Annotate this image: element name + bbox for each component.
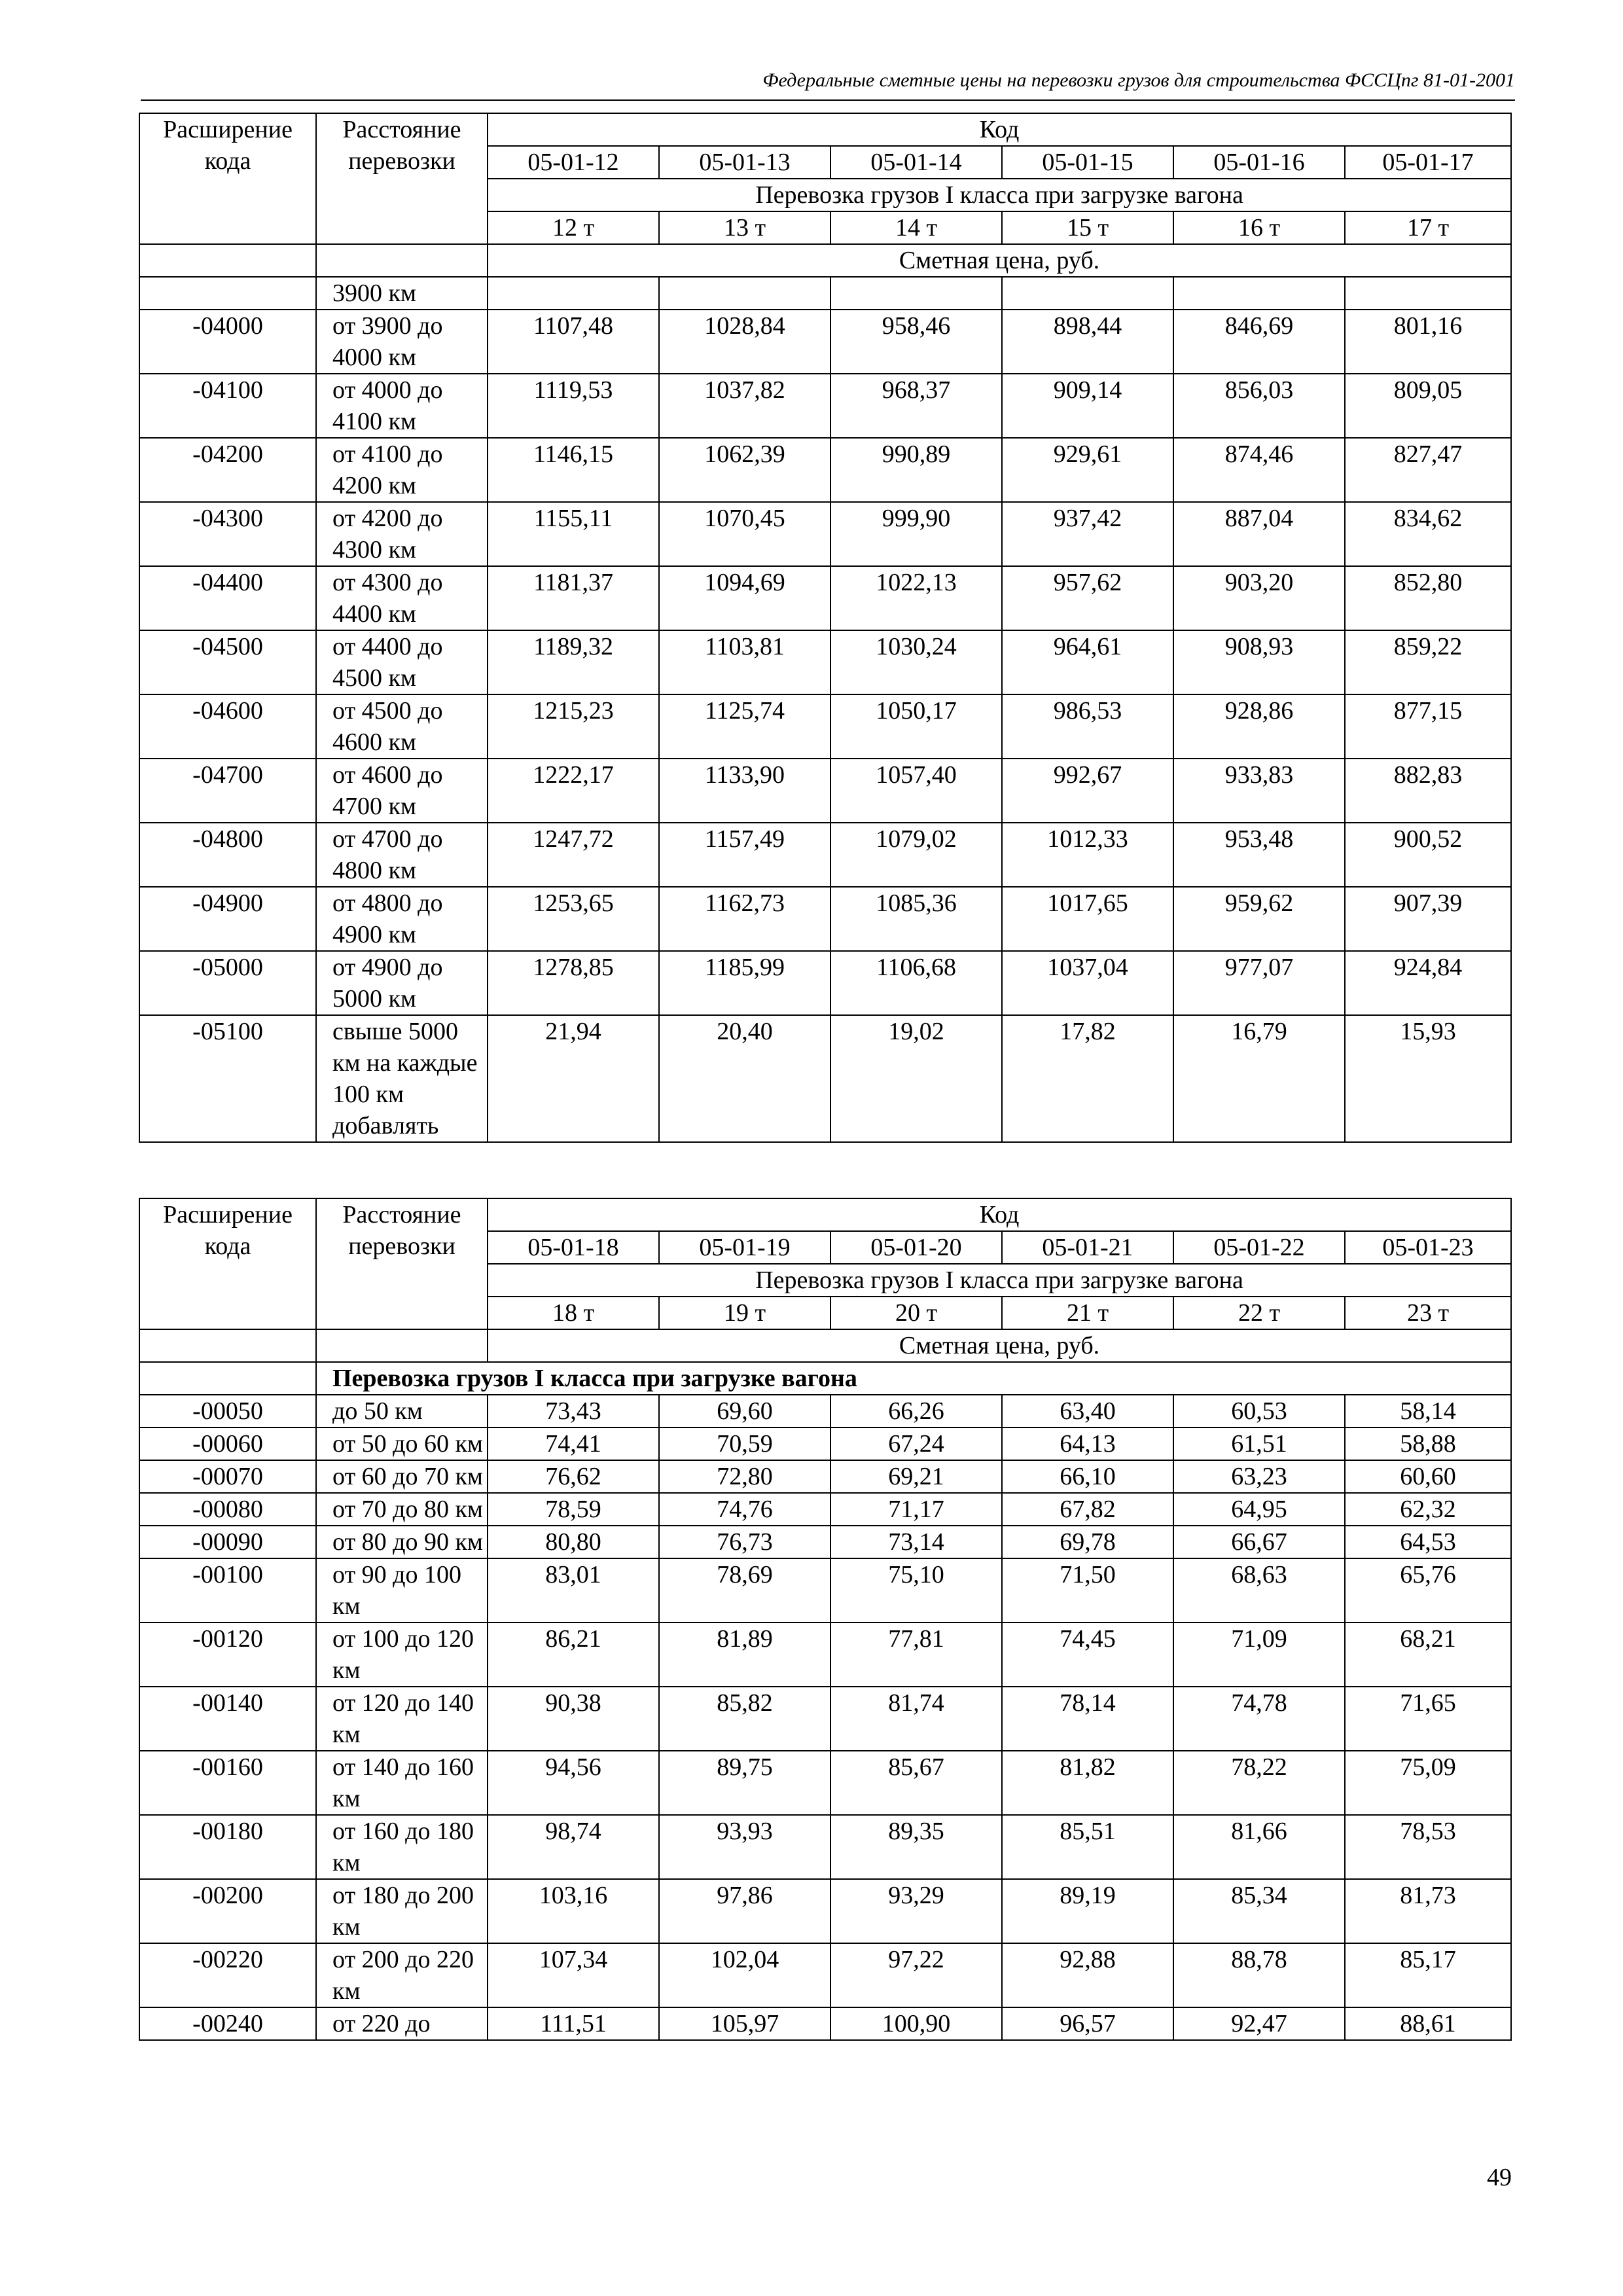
cargo-class-header: Перевозка грузов I класса при загрузке вагона	[488, 179, 1511, 211]
price-cell: 76,62	[488, 1460, 659, 1493]
price-cell: 68,63	[1173, 1558, 1345, 1623]
price-cell: 801,16	[1345, 310, 1511, 374]
table-row	[139, 1879, 1511, 1943]
price-cell: 852,80	[1345, 566, 1511, 630]
table-row	[139, 823, 1511, 887]
table-row	[139, 1526, 1511, 1558]
price-cell: 874,46	[1173, 438, 1345, 502]
price-cell: 986,53	[1002, 694, 1173, 759]
distance-cell: от 80 до 90 км	[316, 1526, 488, 1558]
price-cell: 827,47	[1345, 438, 1511, 502]
price-cell: 1037,04	[1002, 951, 1173, 1015]
distance-cell: от 140 до 160 км	[316, 1751, 488, 1815]
price-cell: 98,74	[488, 1815, 659, 1879]
price-cell	[659, 277, 830, 310]
price-cell: 1247,72	[488, 823, 659, 887]
code-extension-cell: -00070	[139, 1460, 316, 1493]
price-cell: 92,47	[1173, 2007, 1345, 2040]
table-row	[139, 310, 1511, 374]
price-cell: 908,93	[1173, 630, 1345, 694]
price-cell: 81,89	[659, 1623, 830, 1687]
price-cell: 107,34	[488, 1943, 659, 2007]
price-cell: 71,50	[1002, 1558, 1173, 1623]
price-cell: 929,61	[1002, 438, 1173, 502]
code-extension-cell: -00240	[139, 2007, 316, 2040]
table-row	[139, 2007, 1511, 2040]
price-cell: 65,76	[1345, 1558, 1511, 1623]
distance-cell: от 200 до 220 км	[316, 1943, 488, 2007]
code-extension-cell: -04900	[139, 887, 316, 951]
price-cell: 1012,33	[1002, 823, 1173, 887]
header-rule	[141, 99, 1515, 101]
price-cell: 67,24	[830, 1427, 1002, 1460]
code-extension-cell: -04300	[139, 502, 316, 566]
table-row	[139, 1015, 1511, 1142]
code-header-cell: 05-01-16	[1173, 146, 1345, 179]
distance-cell: до 50 км	[316, 1395, 488, 1427]
code-extension-cell	[139, 277, 316, 310]
table-row	[139, 1558, 1511, 1623]
distance-cell: от 3900 до 4000 км	[316, 310, 488, 374]
price-cell: 93,29	[830, 1879, 1002, 1943]
price-cell: 20,40	[659, 1015, 830, 1142]
price-cell: 85,51	[1002, 1815, 1173, 1879]
price-cell: 953,48	[1173, 823, 1345, 887]
code-extension-cell: -00060	[139, 1427, 316, 1460]
price-cell	[1002, 277, 1173, 310]
table-row	[139, 694, 1511, 759]
price-cell: 999,90	[830, 502, 1002, 566]
price-cell: 992,67	[1002, 759, 1173, 823]
code-header-cell: 05-01-15	[1002, 146, 1173, 179]
price-cell: 100,90	[830, 2007, 1002, 2040]
price-cell: 1146,15	[488, 438, 659, 502]
price-cell: 81,73	[1345, 1879, 1511, 1943]
weight-header-cell: 23 т	[1345, 1297, 1511, 1329]
price-cell: 900,52	[1345, 823, 1511, 887]
price-cell	[488, 277, 659, 310]
distance-cell: от 4200 до 4300 км	[316, 502, 488, 566]
price-cell: 66,26	[830, 1395, 1002, 1427]
price-cell: 71,17	[830, 1493, 1002, 1526]
code-header-cell: 05-01-18	[488, 1231, 659, 1264]
price-cell: 1278,85	[488, 951, 659, 1015]
header-row-price	[139, 1329, 1511, 1362]
price-cell: 1106,68	[830, 951, 1002, 1015]
price-cell: 1107,48	[488, 310, 659, 374]
code-extension-cell: -00120	[139, 1623, 316, 1687]
price-cell: 93,93	[659, 1815, 830, 1879]
price-cell: 89,75	[659, 1751, 830, 1815]
table-row	[139, 566, 1511, 630]
code-extension-cell: -00050	[139, 1395, 316, 1427]
price-cell: 60,53	[1173, 1395, 1345, 1427]
price-cell: 1215,23	[488, 694, 659, 759]
price-cell: 1125,74	[659, 694, 830, 759]
blank-cell	[139, 244, 316, 277]
price-cell: 1028,84	[659, 310, 830, 374]
code-header-cell: 05-01-21	[1002, 1231, 1173, 1264]
distance-cell: от 4000 до 4100 км	[316, 374, 488, 438]
blank-cell	[139, 1329, 316, 1362]
price-cell: 75,10	[830, 1558, 1002, 1623]
distance-cell: от 4400 до 4500 км	[316, 630, 488, 694]
price-cell: 898,44	[1002, 310, 1173, 374]
distance-cell: от 180 до 200 км	[316, 1879, 488, 1943]
distance-cell: от 4700 до 4800 км	[316, 823, 488, 887]
code-extension-cell: -04600	[139, 694, 316, 759]
distance-cell: от 120 до 140 км	[316, 1687, 488, 1751]
price-cell: 16,79	[1173, 1015, 1345, 1142]
blank-cell	[316, 244, 488, 277]
code-group-header: Код	[488, 1198, 1511, 1231]
price-cell: 69,78	[1002, 1526, 1173, 1558]
price-cell: 1050,17	[830, 694, 1002, 759]
price-cell: 957,62	[1002, 566, 1173, 630]
price-cell: 69,21	[830, 1460, 1002, 1493]
price-cell: 1162,73	[659, 887, 830, 951]
price-cell: 105,97	[659, 2007, 830, 2040]
code-header-cell: 05-01-14	[830, 146, 1002, 179]
section-title: Перевозка грузов I класса при загрузке вагона	[316, 1362, 1511, 1395]
price-cell: 1155,11	[488, 502, 659, 566]
price-cell: 88,78	[1173, 1943, 1345, 2007]
price-cell	[1345, 277, 1511, 310]
price-unit-header: Сметная цена, руб.	[488, 1329, 1511, 1362]
price-cell: 1079,02	[830, 823, 1002, 887]
price-table-1	[139, 113, 1512, 1143]
price-cell: 69,60	[659, 1395, 830, 1427]
price-cell: 73,14	[830, 1526, 1002, 1558]
price-cell: 97,86	[659, 1879, 830, 1943]
price-cell: 809,05	[1345, 374, 1511, 438]
price-cell: 67,82	[1002, 1493, 1173, 1526]
price-cell: 72,80	[659, 1460, 830, 1493]
blank-cell	[316, 1329, 488, 1362]
price-cell: 97,22	[830, 1943, 1002, 2007]
running-header: Федеральные сметные цены на перевозки грузов для строительства ФССЦпг 81-01-2001	[762, 69, 1515, 91]
price-cell: 89,35	[830, 1815, 1002, 1879]
col-header-code-extension: Расширение кода	[139, 1198, 316, 1329]
price-cell: 66,67	[1173, 1526, 1345, 1558]
distance-cell: от 220 до	[316, 2007, 488, 2040]
price-cell: 81,66	[1173, 1815, 1345, 1879]
distance-cell: от 70 до 80 км	[316, 1493, 488, 1526]
code-group-header: Код	[488, 113, 1511, 146]
code-header-cell: 05-01-20	[830, 1231, 1002, 1264]
price-cell: 21,94	[488, 1015, 659, 1142]
price-cell: 19,02	[830, 1015, 1002, 1142]
distance-cell: от 4300 до 4400 км	[316, 566, 488, 630]
price-cell: 1070,45	[659, 502, 830, 566]
price-cell: 102,04	[659, 1943, 830, 2007]
price-cell: 882,83	[1345, 759, 1511, 823]
price-cell: 64,13	[1002, 1427, 1173, 1460]
weight-header-cell: 21 т	[1002, 1297, 1173, 1329]
header-row-code	[139, 113, 1511, 146]
code-extension-cell: -04700	[139, 759, 316, 823]
price-cell: 64,95	[1173, 1493, 1345, 1526]
price-cell: 937,42	[1002, 502, 1173, 566]
price-cell: 1017,65	[1002, 887, 1173, 951]
distance-cell: от 100 до 120 км	[316, 1623, 488, 1687]
price-cell: 81,74	[830, 1687, 1002, 1751]
price-cell: 887,04	[1173, 502, 1345, 566]
blank-cell	[139, 1362, 316, 1395]
price-cell: 71,65	[1345, 1687, 1511, 1751]
code-extension-cell: -00180	[139, 1815, 316, 1879]
price-cell: 85,17	[1345, 1943, 1511, 2007]
weight-header-cell: 16 т	[1173, 211, 1345, 244]
table-row	[139, 1687, 1511, 1751]
table-row	[139, 887, 1511, 951]
price-cell: 92,88	[1002, 1943, 1173, 2007]
code-extension-cell: -00100	[139, 1558, 316, 1623]
price-cell	[1173, 277, 1345, 310]
distance-cell: свыше 5000 км на каждые 100 км добавлять	[316, 1015, 488, 1142]
price-cell: 74,78	[1173, 1687, 1345, 1751]
header-row-code	[139, 1198, 1511, 1231]
weight-header-cell: 15 т	[1002, 211, 1173, 244]
table-row	[139, 1751, 1511, 1815]
price-cell: 58,88	[1345, 1427, 1511, 1460]
cargo-class-header: Перевозка грузов I класса при загрузке вагона	[488, 1264, 1511, 1297]
code-header-cell: 05-01-23	[1345, 1231, 1511, 1264]
code-extension-cell: -04200	[139, 438, 316, 502]
code-extension-cell: -05000	[139, 951, 316, 1015]
code-extension-cell: -00220	[139, 1943, 316, 2007]
code-extension-cell: -04500	[139, 630, 316, 694]
table-row	[139, 1943, 1511, 2007]
price-cell: 61,51	[1173, 1427, 1345, 1460]
table-row	[139, 438, 1511, 502]
price-cell: 834,62	[1345, 502, 1511, 566]
price-cell: 990,89	[830, 438, 1002, 502]
price-cell: 1030,24	[830, 630, 1002, 694]
code-header-cell: 05-01-12	[488, 146, 659, 179]
code-header-cell: 05-01-22	[1173, 1231, 1345, 1264]
code-extension-cell: -00200	[139, 1879, 316, 1943]
price-cell: 1094,69	[659, 566, 830, 630]
code-extension-cell: -00160	[139, 1751, 316, 1815]
code-header-cell: 05-01-13	[659, 146, 830, 179]
price-cell: 1085,36	[830, 887, 1002, 951]
price-cell: 73,43	[488, 1395, 659, 1427]
price-cell: 78,14	[1002, 1687, 1173, 1751]
price-cell: 1181,37	[488, 566, 659, 630]
table-row	[139, 1395, 1511, 1427]
price-cell: 924,84	[1345, 951, 1511, 1015]
price-cell: 977,07	[1173, 951, 1345, 1015]
price-cell: 70,59	[659, 1427, 830, 1460]
section-title-row	[139, 1362, 1511, 1395]
price-cell: 83,01	[488, 1558, 659, 1623]
price-cell: 1057,40	[830, 759, 1002, 823]
distance-cell: от 60 до 70 км	[316, 1460, 488, 1493]
weight-header-cell: 20 т	[830, 1297, 1002, 1329]
distance-cell: от 90 до 100 км	[316, 1558, 488, 1623]
price-cell: 1037,82	[659, 374, 830, 438]
price-cell: 76,73	[659, 1526, 830, 1558]
price-cell: 859,22	[1345, 630, 1511, 694]
price-table-2	[139, 1198, 1512, 2041]
price-cell: 1253,65	[488, 887, 659, 951]
code-extension-cell: -04400	[139, 566, 316, 630]
price-cell: 856,03	[1173, 374, 1345, 438]
weight-header-cell: 14 т	[830, 211, 1002, 244]
distance-cell: от 160 до 180 км	[316, 1815, 488, 1879]
price-cell: 1119,53	[488, 374, 659, 438]
code-extension-cell: -04000	[139, 310, 316, 374]
price-cell: 1062,39	[659, 438, 830, 502]
price-cell: 63,23	[1173, 1460, 1345, 1493]
table-row	[139, 502, 1511, 566]
price-cell: 85,34	[1173, 1879, 1345, 1943]
code-extension-cell: -00090	[139, 1526, 316, 1558]
price-unit-header: Сметная цена, руб.	[488, 244, 1511, 277]
price-cell: 66,10	[1002, 1460, 1173, 1493]
price-cell: 968,37	[830, 374, 1002, 438]
weight-header-cell: 22 т	[1173, 1297, 1345, 1329]
weight-header-cell: 18 т	[488, 1297, 659, 1329]
distance-cell: от 4600 до 4700 км	[316, 759, 488, 823]
price-cell: 62,32	[1345, 1493, 1511, 1526]
price-cell: 78,59	[488, 1493, 659, 1526]
price-cell: 111,51	[488, 2007, 659, 2040]
price-cell: 74,76	[659, 1493, 830, 1526]
price-cell: 90,38	[488, 1687, 659, 1751]
code-extension-cell: -04100	[139, 374, 316, 438]
table-row	[139, 1427, 1511, 1460]
price-cell: 77,81	[830, 1623, 1002, 1687]
price-cell: 958,46	[830, 310, 1002, 374]
price-cell: 17,82	[1002, 1015, 1173, 1142]
price-cell: 1189,32	[488, 630, 659, 694]
price-cell: 75,09	[1345, 1751, 1511, 1815]
price-cell: 903,20	[1173, 566, 1345, 630]
col-header-distance: Расстояние перевозки	[316, 113, 488, 244]
price-cell	[830, 277, 1002, 310]
code-extension-cell: -00140	[139, 1687, 316, 1751]
price-cell: 846,69	[1173, 310, 1345, 374]
code-header-cell: 05-01-19	[659, 1231, 830, 1264]
weight-header-cell: 12 т	[488, 211, 659, 244]
price-cell: 928,86	[1173, 694, 1345, 759]
price-cell: 1022,13	[830, 566, 1002, 630]
distance-cell: от 4500 до 4600 км	[316, 694, 488, 759]
price-cell: 1157,49	[659, 823, 830, 887]
price-cell: 94,56	[488, 1751, 659, 1815]
weight-header-cell: 19 т	[659, 1297, 830, 1329]
col-header-code-extension: Расширение кода	[139, 113, 316, 244]
code-extension-cell: -05100	[139, 1015, 316, 1142]
distance-cell: от 4100 до 4200 км	[316, 438, 488, 502]
price-cell: 86,21	[488, 1623, 659, 1687]
table-row	[139, 759, 1511, 823]
table-row	[139, 1815, 1511, 1879]
distance-cell: 3900 км	[316, 277, 488, 310]
table-row	[139, 951, 1511, 1015]
price-cell: 964,61	[1002, 630, 1173, 694]
price-cell: 74,41	[488, 1427, 659, 1460]
distance-cell: от 4800 до 4900 км	[316, 887, 488, 951]
price-cell: 88,61	[1345, 2007, 1511, 2040]
price-cell: 959,62	[1173, 887, 1345, 951]
price-cell: 60,60	[1345, 1460, 1511, 1493]
table-row	[139, 1493, 1511, 1526]
price-cell: 81,82	[1002, 1751, 1173, 1815]
price-cell: 89,19	[1002, 1879, 1173, 1943]
price-cell: 78,69	[659, 1558, 830, 1623]
distance-cell: от 4900 до 5000 км	[316, 951, 488, 1015]
price-cell: 85,67	[830, 1751, 1002, 1815]
weight-header-cell: 13 т	[659, 211, 830, 244]
price-cell: 58,14	[1345, 1395, 1511, 1427]
table-row	[139, 1460, 1511, 1493]
price-cell: 1103,81	[659, 630, 830, 694]
price-cell: 78,53	[1345, 1815, 1511, 1879]
weight-header-cell: 17 т	[1345, 211, 1511, 244]
price-cell: 15,93	[1345, 1015, 1511, 1142]
table-row	[139, 1623, 1511, 1687]
price-cell: 1133,90	[659, 759, 830, 823]
code-extension-cell: -04800	[139, 823, 316, 887]
table-row	[139, 374, 1511, 438]
price-cell: 877,15	[1345, 694, 1511, 759]
price-cell: 933,83	[1173, 759, 1345, 823]
price-cell: 1222,17	[488, 759, 659, 823]
price-cell: 85,82	[659, 1687, 830, 1751]
header-row-price	[139, 244, 1511, 277]
price-cell: 96,57	[1002, 2007, 1173, 2040]
price-cell: 1185,99	[659, 951, 830, 1015]
price-cell: 103,16	[488, 1879, 659, 1943]
price-cell: 63,40	[1002, 1395, 1173, 1427]
table-row	[139, 277, 1511, 310]
price-cell: 68,21	[1345, 1623, 1511, 1687]
price-cell: 64,53	[1345, 1526, 1511, 1558]
price-cell: 78,22	[1173, 1751, 1345, 1815]
code-header-cell: 05-01-17	[1345, 146, 1511, 179]
code-extension-cell: -00080	[139, 1493, 316, 1526]
distance-cell: от 50 до 60 км	[316, 1427, 488, 1460]
price-cell: 80,80	[488, 1526, 659, 1558]
price-cell: 907,39	[1345, 887, 1511, 951]
table-row	[139, 630, 1511, 694]
price-cell: 71,09	[1173, 1623, 1345, 1687]
price-cell: 909,14	[1002, 374, 1173, 438]
page-number: 49	[1487, 2164, 1512, 2191]
price-cell: 74,45	[1002, 1623, 1173, 1687]
col-header-distance: Расстояние перевозки	[316, 1198, 488, 1329]
